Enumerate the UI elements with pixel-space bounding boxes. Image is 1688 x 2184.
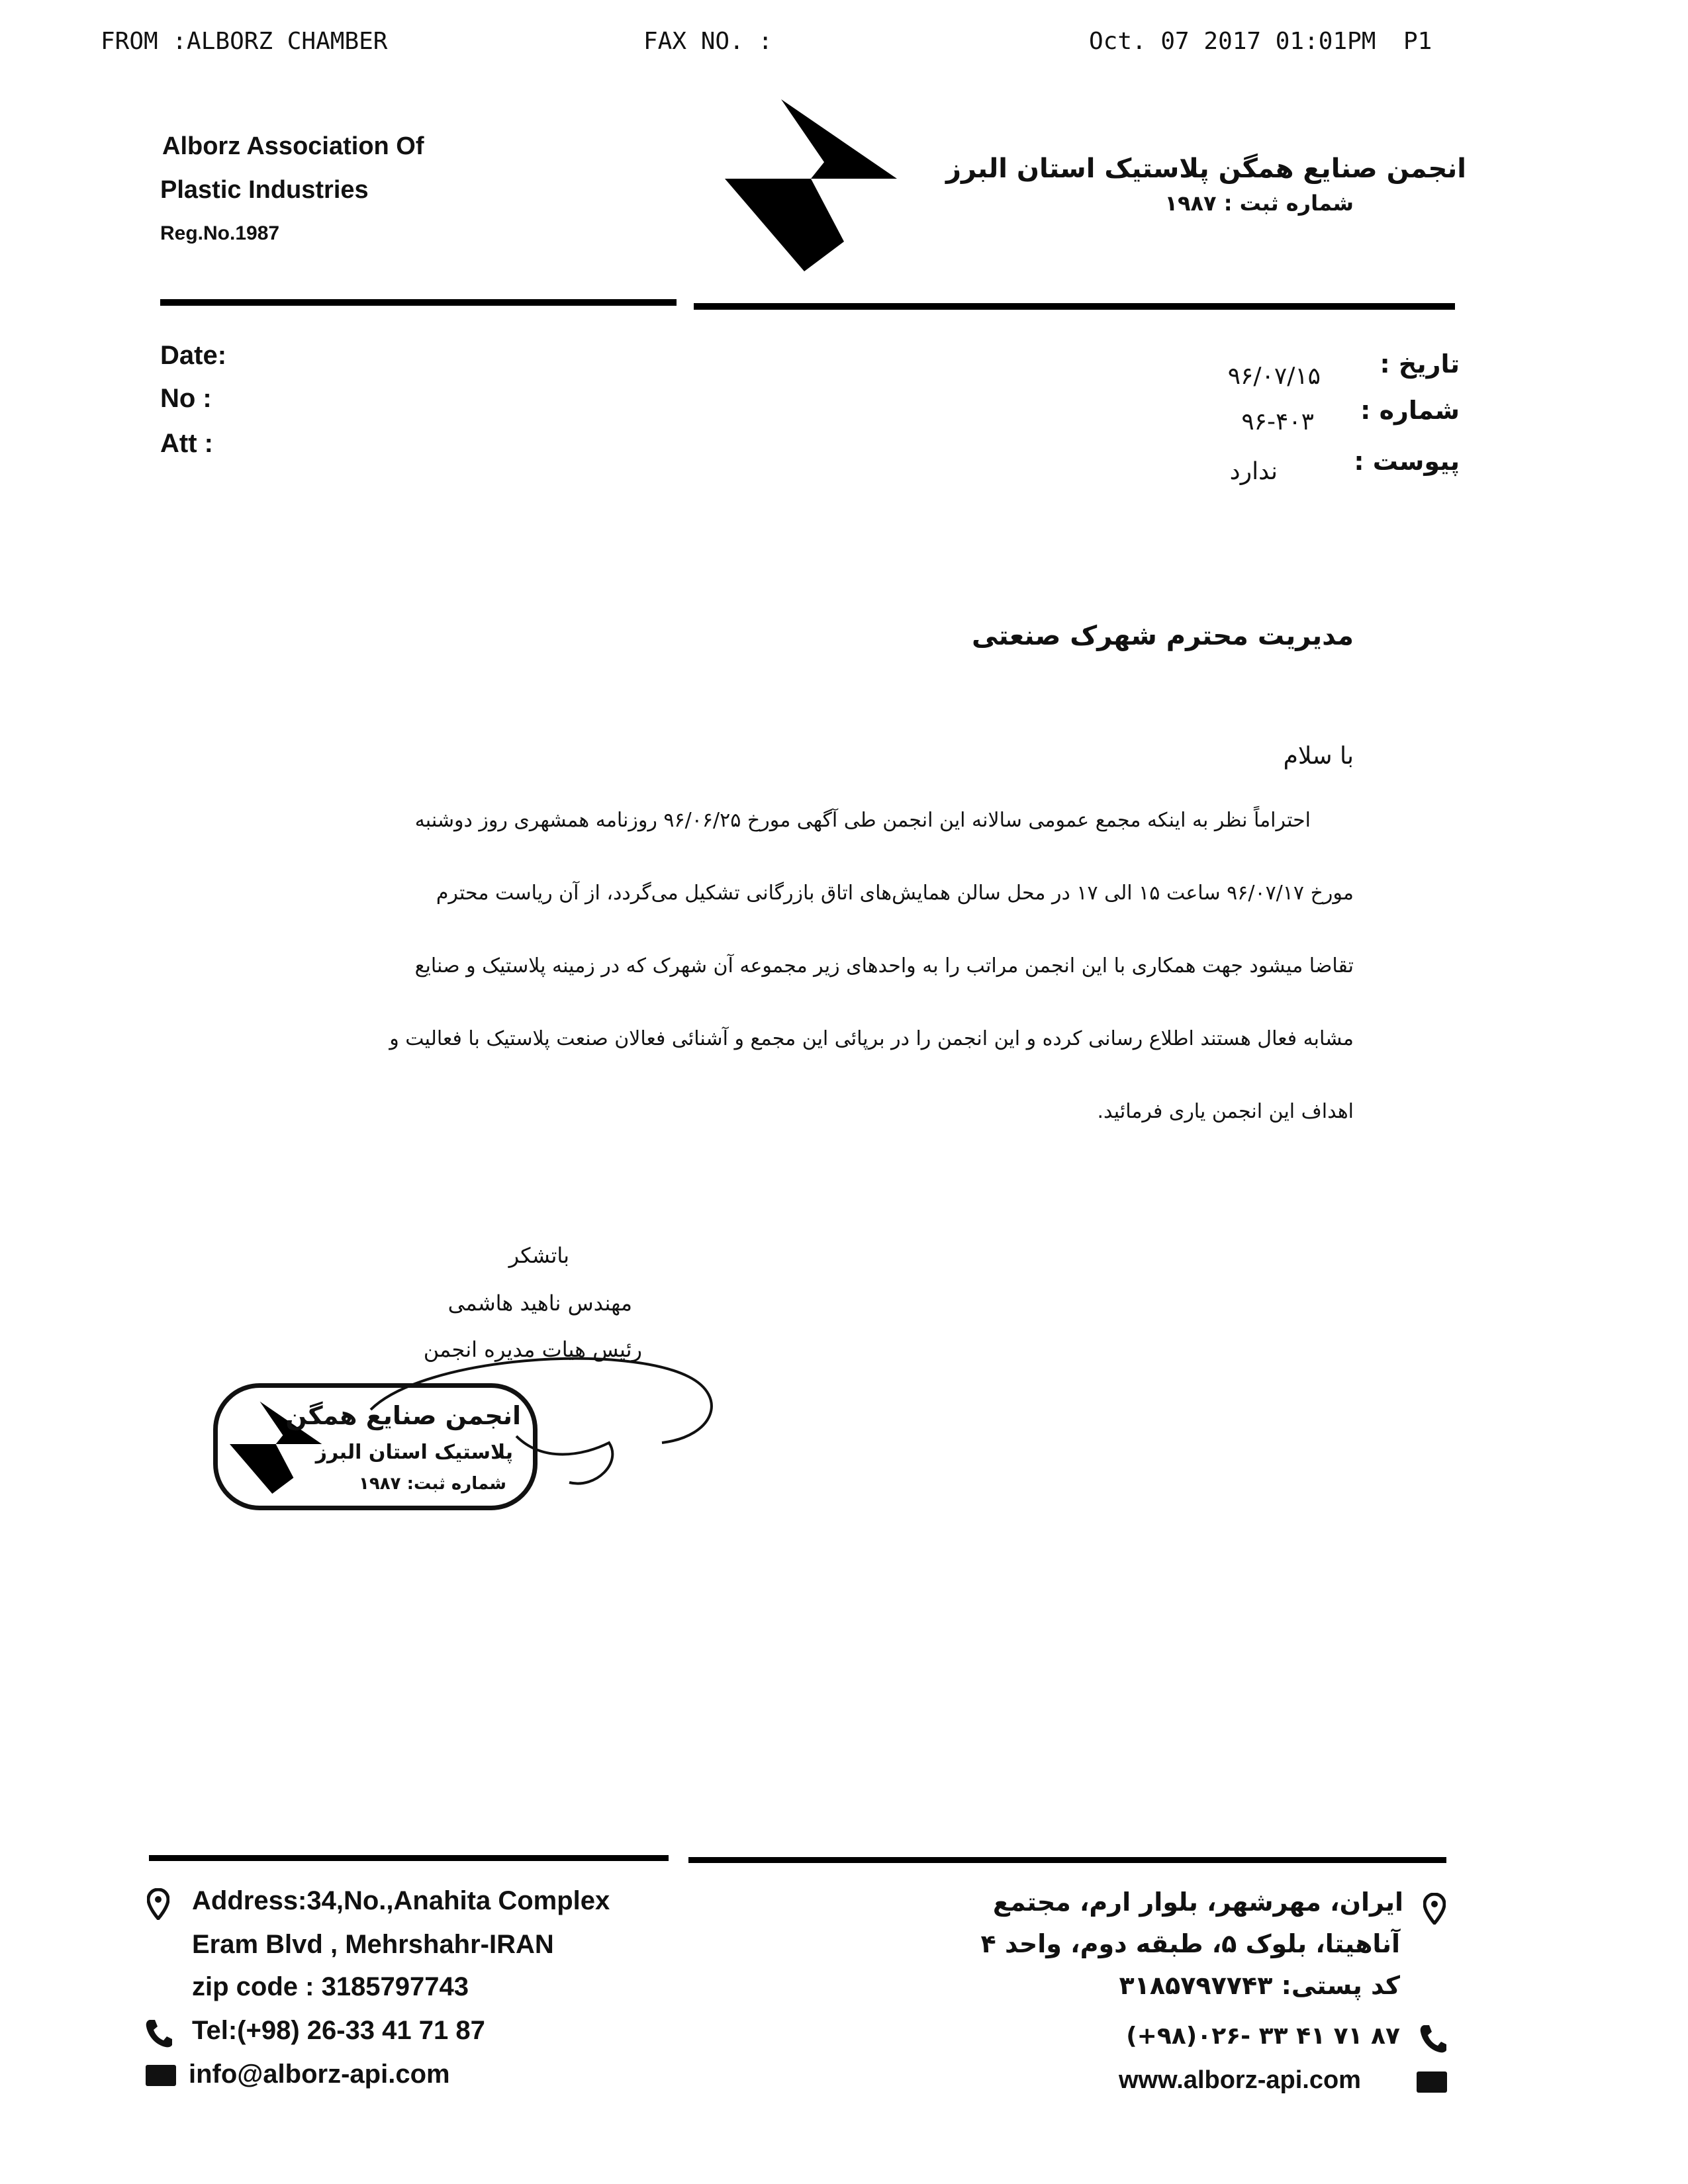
location-pin-icon: [147, 1888, 169, 1920]
en-email: info@alborz-api.com: [189, 2060, 450, 2089]
fa-zip-code: کد پستی: ۳۱۸۵۷۹۷۷۴۳: [1119, 1971, 1400, 2000]
fa-no-label: شماره :: [1360, 396, 1460, 425]
fa-address-line1: ایران، مهرشهر، بلوار ارم، مجتمع: [992, 1888, 1403, 1917]
fax-from: FROM :ALBORZ CHAMBER: [101, 28, 388, 55]
footer-rule-left: [149, 1855, 669, 1861]
fax-datetime: Oct. 07 2017 01:01PM: [1089, 28, 1376, 55]
en-address-line1: Address:34,No.,Anahita Complex: [192, 1886, 610, 1915]
footer-rule-right: [688, 1857, 1446, 1863]
en-no-label: No :: [160, 384, 212, 413]
org-stamp: [213, 1383, 538, 1510]
fa-reg-number: شماره ثبت : ۱۹۸۷: [1164, 191, 1354, 216]
stamp-line1: انجمن صنایع همگن: [285, 1401, 521, 1430]
fa-location-pin-icon: [1423, 1893, 1446, 1925]
fa-org-name: انجمن صنایع همگن پلاستیک استان البرز: [946, 154, 1466, 184]
header-rule-right: [694, 303, 1455, 310]
fax-page: P1: [1403, 28, 1432, 55]
en-zip-code: zip code : 3185797743: [192, 1972, 469, 2001]
fax-number: FAX NO. :: [643, 28, 773, 55]
body-line-2: مورخ ۹۶/۰۷/۱۷ ساعت ۱۵ الی ۱۷ در محل سالن همایش‌های اتاق بازرگانی تشکیل می‌گردد، از آن ریاست محترم: [436, 882, 1354, 905]
greeting: با سلام: [1283, 743, 1354, 770]
fa-tel: (+۹۸)۰۲۶- ۳۳ ۴۱ ۷۱ ۸۷: [1126, 2023, 1400, 2050]
fa-address-line2: آناهیتا، بلوک ۵، طبقه دوم، واحد ۴: [980, 1929, 1400, 1958]
fa-email-icon: [1417, 2071, 1447, 2093]
body-line-3: تقاضا میشود جهت همکاری با این انجمن مراتب را به واحدهای زیر مجموعه آن شهرک که در زمینه پلاستیک و صنایع: [414, 954, 1354, 978]
en-att-label: Att :: [160, 429, 213, 458]
fa-att-label: پیوست :: [1354, 447, 1460, 476]
signer-title: رئیس هیات مدیره انجمن: [423, 1337, 642, 1362]
att-value: ندارد: [1229, 458, 1278, 485]
header-rule-left: [160, 299, 677, 306]
en-tel: Tel:(+98) 26-33 41 71 87: [192, 2016, 485, 2045]
en-date-label: Date:: [160, 341, 227, 370]
no-value: ۹۶-۴۰۳: [1241, 408, 1314, 435]
email-icon: [146, 2065, 176, 2086]
fa-date-label: تاریخ :: [1380, 349, 1460, 379]
logo-icon: [725, 99, 910, 278]
fa-phone-icon: [1420, 2024, 1446, 2053]
recipient: مدیریت محترم شهرک صنعتی: [972, 621, 1354, 651]
closing: باتشکر: [508, 1243, 569, 1268]
en-org-name-line2: Plastic Industries: [160, 176, 369, 204]
en-reg-number: Reg.No.1987: [160, 222, 280, 244]
en-address-line2: Eram Blvd , Mehrshahr-IRAN: [192, 1930, 554, 1959]
en-org-name-line1: Alborz Association Of: [162, 132, 424, 160]
date-value: ۹۶/۰۷/۱۵: [1227, 363, 1321, 390]
phone-icon: [146, 2019, 172, 2048]
stamp-line2: پلاستیک استان البرز: [315, 1441, 513, 1464]
body-line-1: احتراماً نظر به اینکه مجمع عمومی سالانه این انجمن طی آگهی مورخ ۹۶/۰۶/۲۵ روزنامه همشهری روز دوشنبه: [414, 809, 1311, 832]
stamp-line3: شماره ثبت: ۱۹۸۷: [359, 1474, 506, 1494]
signer-name: مهندس ناهید هاشمی: [447, 1291, 632, 1316]
body-line-4: مشابه فعال هستند اطلاع رسانی کرده و این انجمن را در برپائی این مجمع و آشنائی فعالان صنعت پلاستیک با فعالیت و: [389, 1027, 1354, 1050]
body-line-5: اهداف این انجمن یاری فرمائید.: [1097, 1100, 1354, 1123]
fa-website: www.alborz-api.com: [1119, 2066, 1361, 2094]
